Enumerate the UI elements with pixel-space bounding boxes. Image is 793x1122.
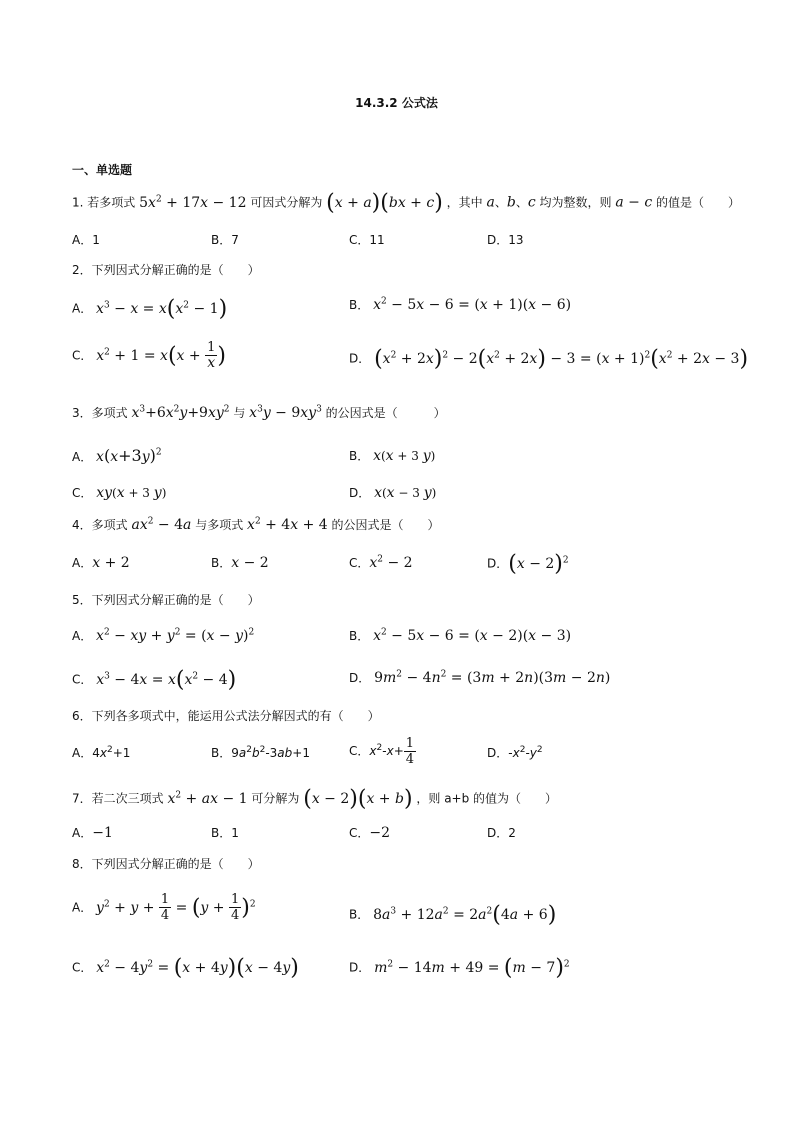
question-4: 4．多项式 $ax^2 - 4a$ 与多项式 $x^2 + 4x + 4$ 的公因式是（ ） xyxy=(72,516,440,533)
q7-option-a[interactable]: A．−1 xyxy=(72,825,113,841)
q1-option-a[interactable]: A．1 xyxy=(72,233,100,247)
question-7: 7．若二次三项式 $x^2$ + ax − 1 可分解为 (x − 2)(x + b) ，则 a+b 的值为（ ） xyxy=(72,786,558,811)
q8-option-c[interactable]: C． $x^2 - 4y^2 = (x + 4y)(x - 4y)$ xyxy=(72,955,299,980)
question-8: 8．下列因式分解正确的是（ ） xyxy=(72,857,260,871)
q5-option-d[interactable]: D． $9m^2 - 4n^2 = (3m + 2n)(3m - 2n)$ xyxy=(349,669,611,686)
q5-option-c[interactable]: C． $x^3 - 4x = x(x^2 - 4)$ xyxy=(72,667,237,692)
q4-option-b[interactable]: B．x − 2 xyxy=(211,555,269,571)
q6-option-c[interactable]: C．$x^2-x+$ $\frac{1}{4}$ xyxy=(349,736,415,767)
q8-option-d[interactable]: D． $m^2 - 14m + 49 = (m - 7)^2$ xyxy=(349,955,570,980)
q7-option-d[interactable]: D．2 xyxy=(487,826,516,840)
q4-option-d[interactable]: D．$(x - 2)^2$ xyxy=(487,551,569,576)
q3-option-d[interactable]: D． x(x − 3 y) xyxy=(349,485,437,501)
q6-option-d[interactable]: D．$-x^2-y^2$ xyxy=(487,745,543,760)
q1-option-c[interactable]: C．11 xyxy=(349,233,385,247)
q8-option-a[interactable]: A． $y^2 + y$ + $\frac{1}{4}$ = (y + $\frac{1}{4}$ )$^2$ xyxy=(72,892,256,923)
q3-option-c[interactable]: C． xy(x + 3 y) xyxy=(72,485,167,501)
q3-option-a[interactable]: A． $x(x+3y)^2$ xyxy=(72,446,162,465)
q4-option-c[interactable]: C．$x^2 - 2$ xyxy=(349,554,413,571)
q8-option-b[interactable]: B． $8a^3 + 12a^2 = 2a^2(4a + 6)$ xyxy=(349,902,557,927)
q2-option-d[interactable]: D． $(x^2 + 2x)^2 - 2(x^2 + 2x) - 3 = (x + 1)^2(x^2 + 2x - 3)$ xyxy=(349,346,749,371)
q7-option-b[interactable]: B．1 xyxy=(211,826,239,840)
q2-option-c[interactable]: C． $x^2 + 1 = x(x$ + $\frac{1}{x}$ ) xyxy=(72,340,226,371)
q2-option-a[interactable]: A． $x^3 - x = x(x^2 - 1)$ xyxy=(72,296,228,321)
q7-option-c[interactable]: C．−2 xyxy=(349,825,391,841)
q3-option-b[interactable]: B． x(x + 3 y) xyxy=(349,448,436,464)
q6-option-b[interactable]: B．$9a^2b^2-3ab+1$ xyxy=(211,745,310,760)
question-3: 3．多项式 $x^3+6x^2y+9xy^2$ 与 $x^3y - 9xy^3$ 的公因式是（ ） xyxy=(72,404,446,421)
question-2: 2．下列因式分解正确的是（ ） xyxy=(72,263,260,277)
q5-option-a[interactable]: A． $x^2$ − xy + $y^2 = (x - y)^2$ xyxy=(72,627,255,644)
q1-option-b[interactable]: B．7 xyxy=(211,233,239,247)
q6-option-a[interactable]: A．$4x^2+1$ xyxy=(72,745,131,760)
q4-option-a[interactable]: A．x + 2 xyxy=(72,555,130,571)
q5-option-b[interactable]: B． $x^2 - 5x - 6 = (x - 2)(x - 3)$ xyxy=(349,627,572,644)
page-title: 14.3.2 公式法 xyxy=(355,96,438,110)
q2-option-b[interactable]: B． $x^2 - 5x - 6 = (x + 1)(x - 6)$ xyxy=(349,296,572,313)
question-5: 5．下列因式分解正确的是（ ） xyxy=(72,593,260,607)
q1-option-d[interactable]: D．13 xyxy=(487,233,524,247)
question-1: 1. 若多项式 $5x^2 + 17x - 12$ 可因式分解为 (x + a)(bx + c) ，其中 a、b、c 均为整数，则 a − c 的值是（ ） xyxy=(72,190,741,215)
section-heading: 一、单选题 xyxy=(72,163,133,177)
question-6: 6．下列各多项式中，能运用公式法分解因式的有（ ） xyxy=(72,709,380,723)
